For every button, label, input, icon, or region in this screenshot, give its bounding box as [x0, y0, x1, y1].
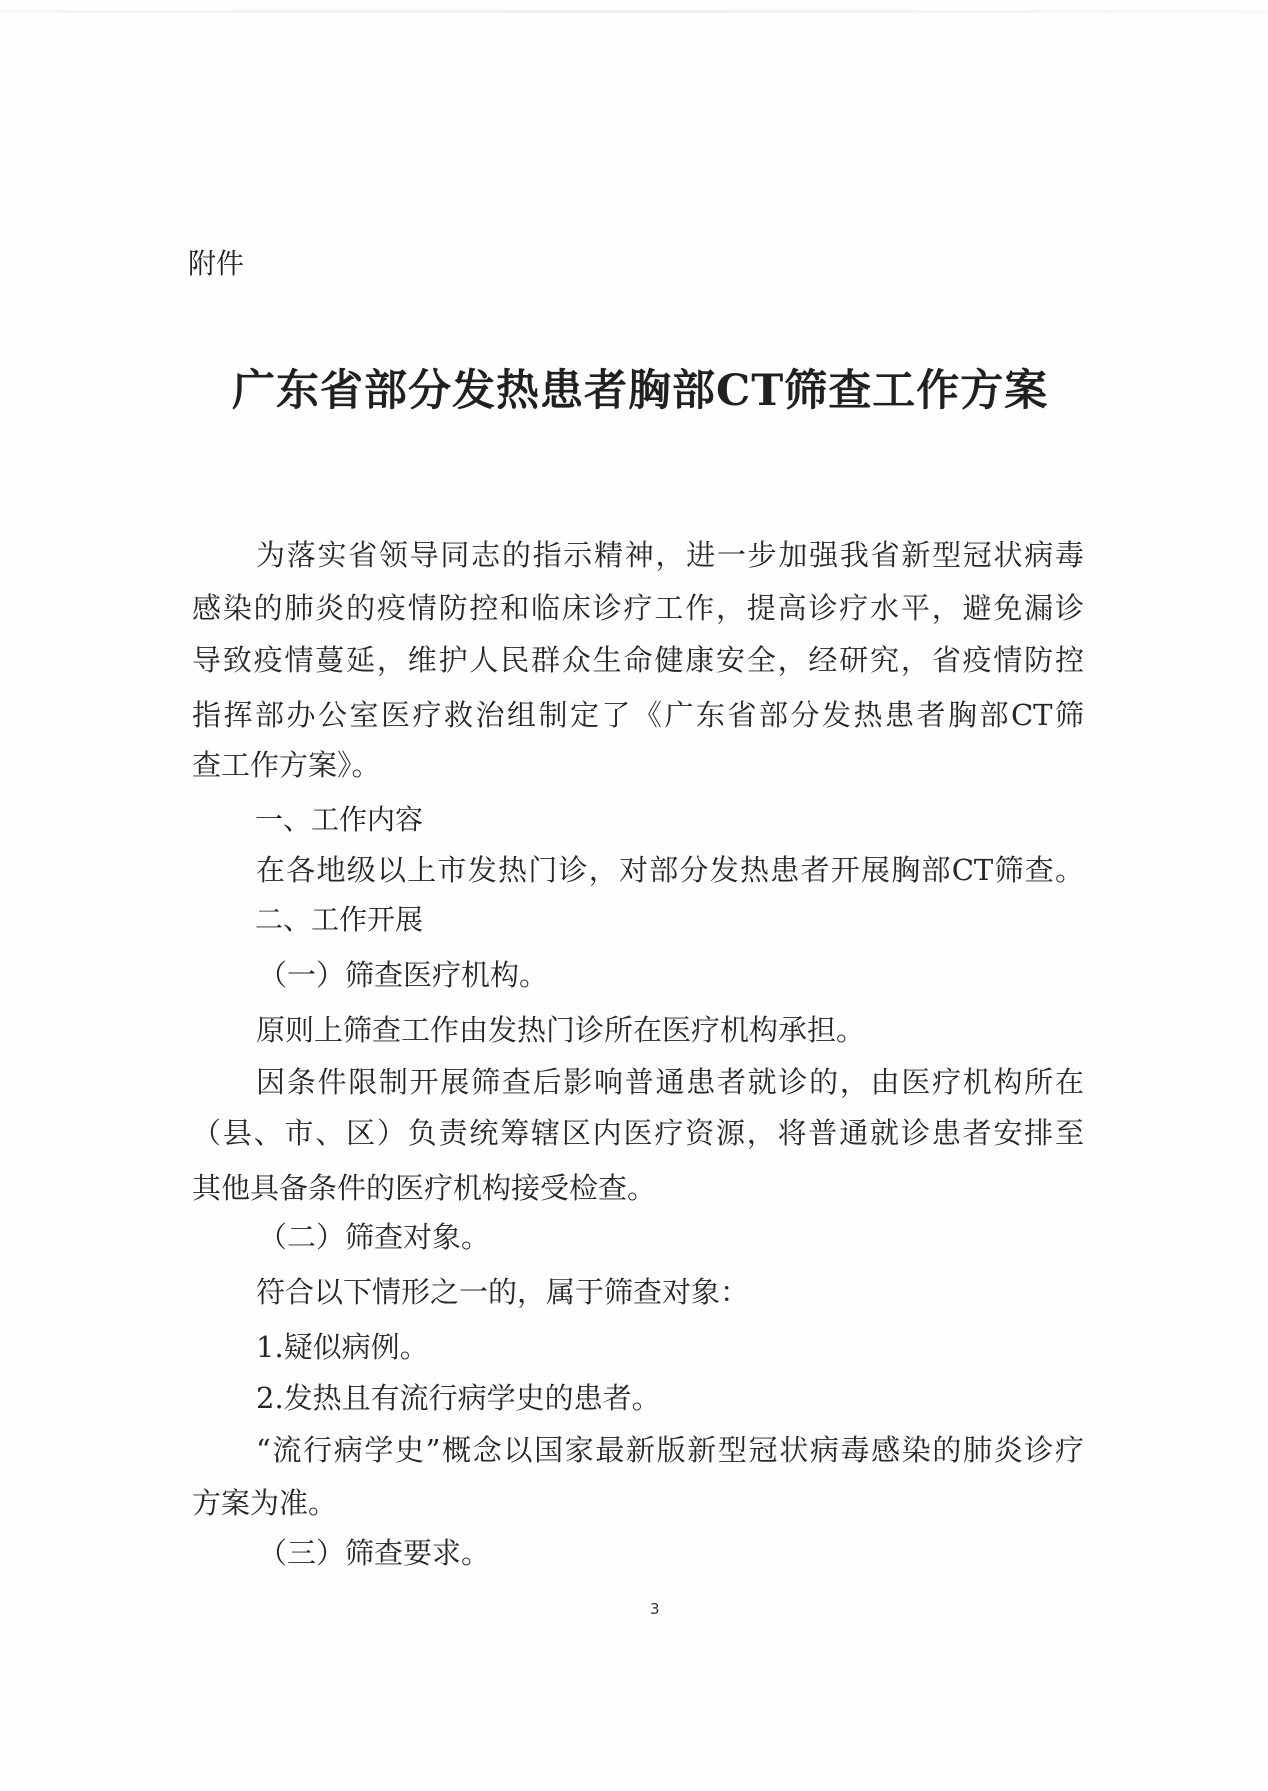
section-1-heading: 一、工作内容 — [255, 803, 424, 836]
subsection-1-para-2-line-1: 因条件限制开展筛查后影响普通患者就诊的，由医疗机构所在 — [256, 1065, 1084, 1099]
subsection-1-para-2-line-2: （县、市、区）负责统筹辖区内医疗资源，将普通就诊患者安排至 — [192, 1116, 1084, 1150]
subsection-2-heading: （二）筛查对象。 — [258, 1220, 491, 1254]
intro-line-1: 为落实省领导同志的指示精神，进一步加强我省新型冠状病毒 — [256, 538, 1084, 572]
intro-line-4: 指挥部办公室医疗救治组制定了《广东省部分发热患者胸部CT筛 — [192, 698, 1084, 732]
subsection-2-item-1: 1.疑似病例。 — [256, 1330, 429, 1364]
subsection-1-heading: （一）筛查医疗机构。 — [258, 958, 549, 992]
page-number: 3 — [650, 1600, 660, 1618]
subsection-2-note-line-1: “流行病学史”概念以国家最新版新型冠状病毒感染的肺炎诊疗 — [256, 1433, 1084, 1467]
subsection-2-item-2: 2.发热且有流行病学史的患者。 — [256, 1381, 661, 1415]
intro-line-2: 感染的肺炎的疫情防控和临床诊疗工作，提高诊疗水平，避免漏诊 — [192, 591, 1084, 625]
subsection-1-para-2-line-3: 其他具备条件的医疗机构接受检查。 — [192, 1171, 657, 1205]
subsection-2-note-line-2: 方案为准。 — [192, 1486, 338, 1520]
scan-edge-artifact — [0, 10, 1268, 13]
intro-line-5: 查工作方案》。 — [192, 748, 381, 782]
section-1-text: 在各地级以上市发热门诊，对部分发热患者开展胸部CT筛查。 — [256, 853, 1084, 887]
subsection-2-intro: 符合以下情形之一的，属于筛查对象： — [256, 1275, 750, 1309]
intro-line-3: 导致疫情蔓延，维护人民群众生命健康安全，经研究，省疫情防控 — [192, 643, 1084, 677]
section-2-heading: 二、工作开展 — [255, 903, 424, 936]
attachment-label: 附件 — [188, 247, 245, 280]
subsection-3-heading: （三）筛查要求。 — [258, 1536, 491, 1570]
subsection-1-para-1: 原则上筛查工作由发热门诊所在医疗机构承担。 — [256, 1013, 866, 1047]
document-title: 广东省部分发热患者胸部CT筛查工作方案 — [232, 366, 1049, 416]
